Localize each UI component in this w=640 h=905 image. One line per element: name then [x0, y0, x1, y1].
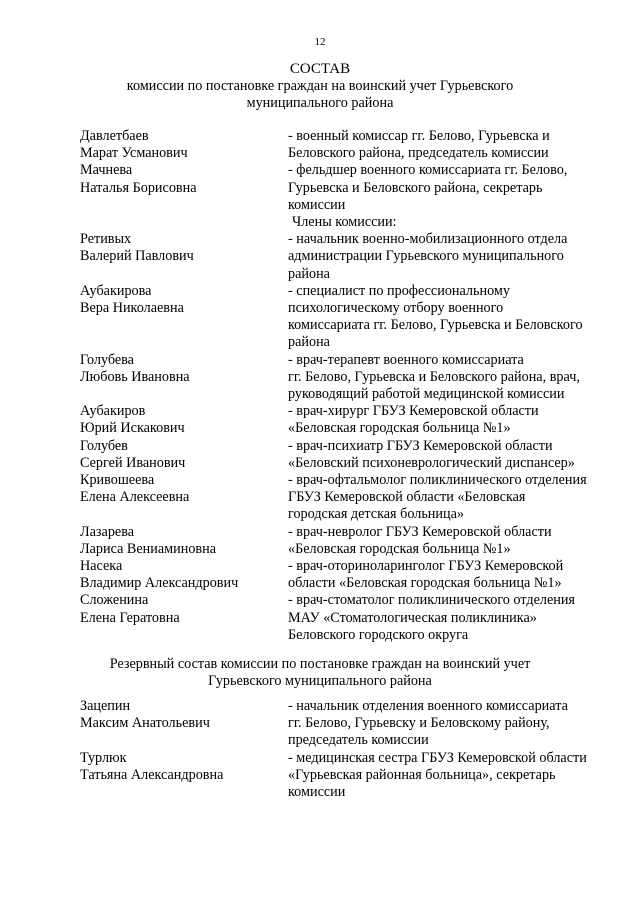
role-line: гг. Белово, Гурьевску и Беловскому району, — [288, 715, 550, 732]
reserve-heading-line: Гурьевского муниципального района — [208, 673, 432, 690]
role-line: «Беловский психоневрологический диспансер» — [288, 454, 575, 471]
role-line: «Беловская городская больница №1» — [288, 540, 511, 557]
name-line: Лазарева — [80, 523, 135, 540]
role-line: Беловского городского округа — [288, 626, 469, 643]
member-name — [80, 750, 288, 802]
role-line: руководящий работой медицинской комиссии — [288, 386, 565, 403]
role-line: МАУ «Стоматологическая поликлиника» — [288, 609, 537, 626]
member-row — [80, 128, 620, 162]
role-line: комиссии — [288, 784, 346, 801]
member-name — [80, 438, 288, 472]
member-role — [288, 750, 620, 802]
role-line: - врач-оториноларинголог ГБУЗ Кемеровской — [288, 558, 564, 575]
name-line: Наталья Борисовна — [80, 179, 197, 196]
member-name — [80, 162, 288, 214]
member-row — [80, 472, 620, 524]
role-line: городская детская больница» — [288, 506, 464, 523]
member-name — [80, 558, 288, 592]
member-name — [80, 352, 288, 404]
name-line: Зацепин — [80, 698, 131, 714]
member-role — [288, 524, 620, 558]
member-role — [288, 283, 620, 352]
role-line: - медицинская сестра ГБУЗ Кемеровской области — [288, 749, 587, 766]
member-row — [80, 592, 620, 644]
members-heading-row — [80, 214, 620, 231]
member-row — [80, 750, 620, 802]
role-line: - начальник отделения военного комиссариата — [288, 698, 568, 714]
role-line: - врач-невролог ГБУЗ Кемеровской области — [288, 523, 552, 540]
member-name — [80, 592, 288, 644]
name-line: Елена Гератовна — [80, 609, 180, 626]
member-name — [80, 698, 288, 750]
member-row — [80, 558, 620, 592]
member-row — [80, 162, 620, 214]
member-name — [80, 524, 288, 558]
page-number: 12 — [314, 36, 326, 48]
name-line: Любовь Ивановна — [80, 368, 190, 385]
member-role — [288, 403, 620, 437]
document-title: СОСТАВ — [289, 61, 351, 77]
role-line: района — [288, 334, 330, 351]
role-line: - специалист по профессиональному — [288, 282, 510, 299]
role-line: Беловского района, председатель комиссии — [288, 145, 549, 162]
name-line: Аубакирова — [80, 282, 152, 299]
name-line: Голубева — [80, 351, 134, 368]
role-line: ГБУЗ Кемеровской области «Беловская — [288, 489, 526, 506]
name-line: Владимир Александрович — [80, 575, 239, 592]
reserve-heading — [0, 656, 640, 690]
member-row — [80, 524, 620, 558]
member-name — [80, 128, 288, 162]
member-row — [80, 403, 620, 437]
role-line: администрации Гурьевского муниципального — [288, 248, 564, 265]
name-line: Юрий Искакович — [80, 420, 185, 437]
member-role — [288, 128, 620, 162]
name-line: Кривошеева — [80, 472, 155, 489]
name-line: Сергей Иванович — [80, 454, 186, 471]
member-role — [288, 438, 620, 472]
name-line: Татьяна Александровна — [80, 766, 224, 783]
name-line: Вера Николаевна — [80, 300, 184, 317]
document-subtitle — [0, 78, 640, 112]
role-line: - начальник военно-мобилизационного отдела — [288, 231, 568, 248]
role-line: области «Беловская городская больница №1» — [288, 575, 562, 592]
name-line: Турлюк — [80, 749, 127, 766]
member-name — [80, 403, 288, 437]
role-line: гг. Белово, Гурьевска и Беловского района, врач, — [288, 368, 580, 385]
name-line: Марат Усманович — [80, 145, 188, 162]
member-role — [288, 472, 620, 524]
name-line: Голубев — [80, 437, 128, 454]
role-line: комиссии — [288, 196, 346, 213]
commission-list — [80, 128, 620, 644]
member-role — [288, 698, 620, 750]
name-line: Елена Алексеевна — [80, 489, 190, 506]
role-line: психологическому отбору военного — [288, 300, 504, 317]
name-line: Лариса Вениаминовна — [80, 540, 217, 557]
member-role — [288, 558, 620, 592]
member-row — [80, 352, 620, 404]
role-line: - фельдшер военного комиссариата гг. Белово, — [288, 162, 568, 179]
member-name — [80, 472, 288, 524]
role-line: - врач-хирург ГБУЗ Кемеровской области — [288, 403, 539, 420]
name-line: Валерий Павлович — [80, 248, 194, 265]
member-row — [80, 438, 620, 472]
member-name — [80, 283, 288, 352]
name-line: Ретивых — [80, 231, 132, 248]
name-line: Аубакиров — [80, 403, 146, 420]
role-line: комиссариата гг. Белово, Гурьевска и Беловского — [288, 317, 583, 334]
name-line: Сложенина — [80, 592, 149, 609]
role-line: района — [288, 265, 330, 282]
members-heading: Члены комиссии: — [292, 214, 397, 231]
member-row — [80, 231, 620, 283]
role-line: - врач-офтальмолог поликлинического отделения — [288, 472, 587, 489]
role-line: Гурьевска и Беловского района, секретарь — [288, 179, 543, 196]
name-line: Давлетбаев — [80, 128, 149, 144]
role-line: - врач-психиатр ГБУЗ Кемеровской области — [288, 437, 553, 454]
role-line: «Беловская городская больница №1» — [288, 420, 511, 437]
role-line: - врач-терапевт военного комиссариата — [288, 351, 524, 368]
role-line: - врач-стоматолог поликлинического отделения — [288, 592, 575, 609]
reserve-list — [80, 698, 620, 801]
member-role — [288, 231, 620, 283]
reserve-heading-line: Резервный состав комиссии по постановке граждан на воинский учет — [109, 656, 531, 672]
role-line: председатель комиссии — [288, 732, 429, 749]
member-role — [288, 592, 620, 644]
member-row — [80, 698, 620, 750]
name-line: Мачнева — [80, 162, 133, 179]
name-line: Максим Анатольевич — [80, 715, 210, 732]
member-row — [80, 283, 620, 352]
role-line: «Гурьевская районная больница», секретарь — [288, 766, 556, 783]
role-line: - военный комиссар гг. Белово, Гурьевска и — [288, 128, 550, 144]
name-line: Насека — [80, 558, 123, 575]
member-role — [288, 162, 620, 214]
subtitle-line: муниципального района — [246, 95, 394, 112]
subtitle-line: комиссии по постановке граждан на воинский учет Гурьевского — [126, 78, 514, 94]
member-name — [80, 231, 288, 283]
member-role — [288, 352, 620, 404]
